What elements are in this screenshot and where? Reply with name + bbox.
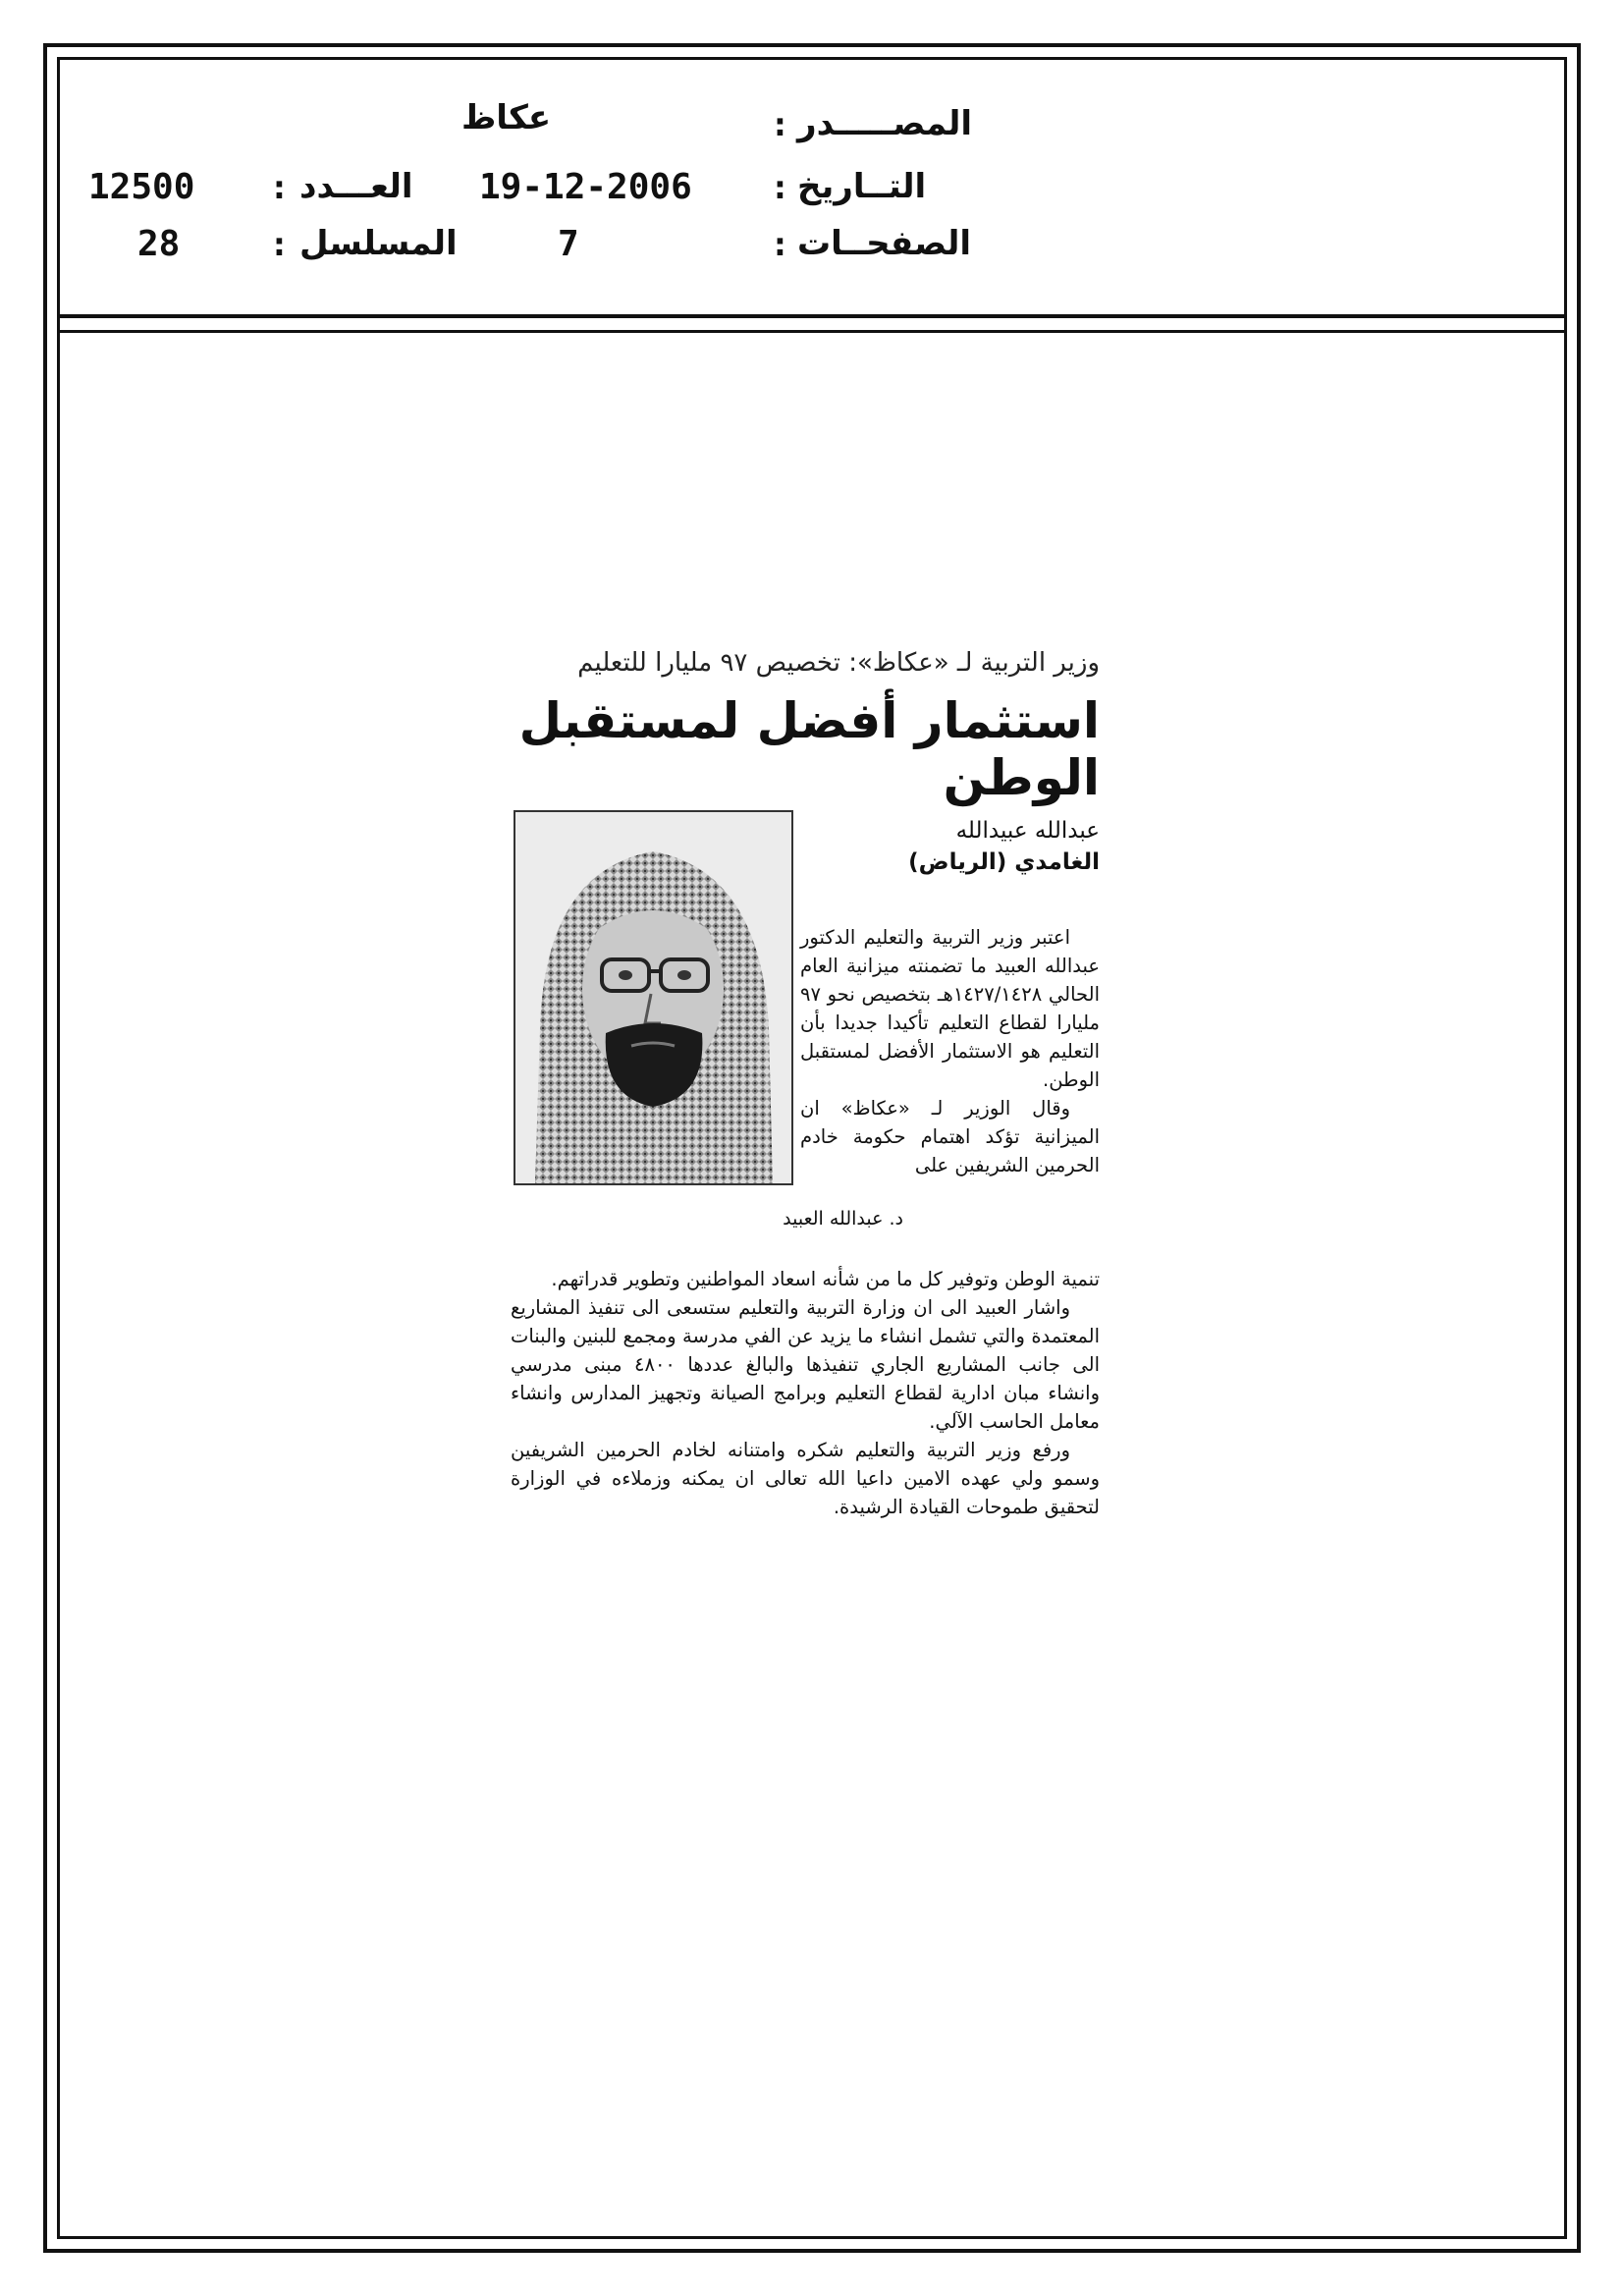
article-paragraph: ورفع وزير التربية والتعليم شكره وامتنانه لخادم الحرمين الشريفين وسمو ولي عهده الامين داعيا الله تعالى ان يمكنه وزملاءه في الوزارة لتحقيق طموحات القيادة الرشيدة.	[511, 1439, 1100, 1518]
header-divider	[57, 314, 1567, 318]
pages-colon: :	[774, 226, 786, 263]
newspaper-clipping	[511, 648, 1100, 1660]
issue-colon: :	[273, 169, 286, 206]
issue-label: العـــدد	[299, 167, 413, 206]
article-paragraph: واشار العبيد الى ان وزارة التربية والتعليم ستسعى الى تنفيذ المشاريع المعتمدة والتي تشمل انشاء ما يزيد عن الفي مدرسة ومجمع للبنين والبنات الى جانب المشاريع الجاري تنفيذها والبالغ عددها ٤٨٠٠ مبنى مدرسي وانشاء مبان ادارية لقطاع التعليم وبرامج الصيانة وتجهيز المدارس وانشاء معامل الحاسب الآلي.	[511, 1296, 1100, 1433]
date-label: التــاريخ	[797, 167, 927, 206]
date-colon: :	[774, 169, 786, 206]
article-paragraph-continued: تنمية الوطن وتوفير كل ما من شأنه اسعاد المواطنين وتطوير قدراتهم.	[551, 1268, 1100, 1290]
header-divider-secondary	[57, 330, 1567, 333]
serial-colon: :	[273, 226, 286, 263]
pages-value: 7	[558, 224, 579, 264]
article-kicker: وزير التربية لـ «عكاظ»: تخصيص ٩٧ مليارا للتعليم	[577, 648, 1100, 678]
article-paragraph: وقال الوزير لـ «عكاظ» ان الميزانية تؤكد اهتمام حكومة خادم الحرمين الشريفين على	[800, 1097, 1100, 1176]
source-colon: :	[774, 106, 786, 143]
date-value: 19-12-2006	[479, 167, 692, 207]
article-paragraph: اعتبر وزير التربية والتعليم الدكتور عبدالله العبيد ما تضمنته ميزانية العام الحالي ١٤٢٧/١٤٢٨هـ بتخصيص نحو ٩٧ مليارا لقطاع التعليم تأكيدا جديدا بأن التعليم هو الاستثمار الأفضل لمستقبل الوطن.	[800, 926, 1101, 1091]
pages-label: الصفحــات	[797, 224, 972, 263]
author-portrait-photo	[514, 810, 793, 1185]
byline-author: عبدالله عبيدالله	[955, 818, 1100, 844]
photo-caption: د. عبدالله العبيد	[783, 1208, 903, 1230]
issue-value: 12500	[88, 167, 195, 207]
serial-value: 28	[137, 224, 181, 264]
source-value: عكاظ	[461, 98, 552, 137]
article-column-wide	[511, 1265, 1100, 1521]
source-label: المصـــــدر	[797, 104, 973, 143]
serial-label: المسلسل	[299, 224, 458, 263]
portrait-illustration	[515, 812, 791, 1183]
article-column-narrow	[800, 923, 1100, 1179]
article-byline	[825, 815, 1100, 878]
article-headline: استثمار أفضل لمستقبل الوطن	[518, 692, 1100, 806]
byline-location: الغامدي (الرياض)	[908, 849, 1100, 875]
